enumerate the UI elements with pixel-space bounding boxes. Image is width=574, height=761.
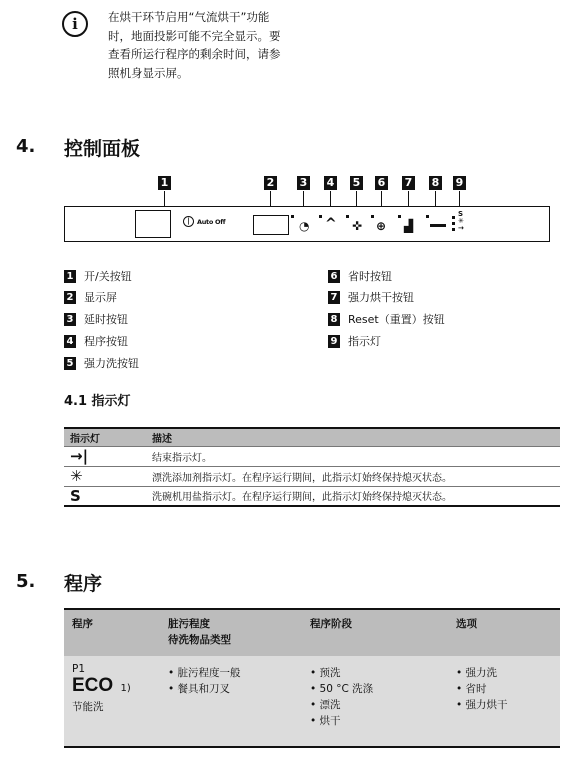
leader-line [303, 191, 304, 207]
note-line: 照机身显示屏。 [108, 65, 189, 80]
salt-icon: S [458, 210, 464, 218]
callout-6: 6 [375, 176, 388, 190]
dry-icon: ▟ [404, 219, 414, 233]
callout-1: 1 [158, 176, 171, 190]
timesave-icon: ⊕ [376, 219, 387, 233]
phases-cell [310, 665, 373, 729]
list-item: • 烘干 [310, 715, 341, 727]
leader-line [459, 191, 460, 207]
power-button[interactable] [135, 210, 171, 238]
subsection-title: 4.1 指示灯 [64, 394, 131, 409]
table-cell: 漂洗添加剂指示灯。在程序运行期间，此指示灯始终保持熄灭状态。 [152, 472, 452, 484]
table-row [64, 466, 560, 486]
legend-text: 省时按钮 [348, 270, 392, 283]
button-led [371, 215, 374, 218]
legend-number: 5 [64, 357, 76, 370]
legend-number: 3 [64, 313, 76, 326]
leader-line [330, 191, 331, 207]
legend-text: 指示灯 [348, 335, 381, 348]
table-header: 指示灯 [70, 433, 100, 445]
auto-off [183, 216, 225, 227]
indicator-led [452, 222, 455, 225]
legend-number: 6 [328, 270, 340, 283]
program-table [64, 608, 560, 748]
indicator-led [452, 228, 455, 231]
list-item: • 脏污程度一般 [168, 667, 241, 679]
delay-button[interactable] [299, 220, 309, 232]
legend-item [64, 313, 128, 326]
button-led [426, 215, 429, 218]
callout-3: 3 [297, 176, 310, 190]
leader-line [356, 191, 357, 207]
rinse-aid-icon: ✳ [70, 467, 83, 485]
list-item: • 强力洗 [456, 667, 498, 679]
end-indicator-icon: → [458, 224, 464, 232]
display-screen [253, 215, 289, 235]
header-options: 选项 [456, 618, 477, 630]
header-soil-line: 脏污程度 [168, 618, 210, 630]
note-line: 时，地面投影可能不完全显示。要 [108, 28, 281, 43]
legend-item [328, 291, 414, 304]
header-program: 程序 [72, 618, 93, 630]
header-phases: 程序阶段 [310, 618, 352, 630]
note-line: 在烘干环节启用“气流烘干”功能 [108, 10, 270, 24]
clock-icon: ◔ [299, 219, 310, 233]
table-row [64, 446, 560, 466]
legend-text: 延时按钮 [84, 313, 128, 326]
program-footnote: 1) [120, 683, 131, 694]
caret-up-icon: ^ [325, 216, 337, 232]
table-cell: 结束指示灯。 [152, 452, 212, 464]
button-led [319, 215, 322, 218]
callout-4: 4 [324, 176, 337, 190]
table-header-row [64, 428, 560, 446]
table-row [64, 486, 560, 506]
rinse-aid-icon: ✳ [458, 217, 464, 225]
indicator-symbols [458, 211, 464, 232]
legend-text: 强力洗按钮 [84, 357, 139, 370]
list-item: • 漂洗 [310, 699, 341, 711]
auto-off-label: Auto Off [197, 217, 226, 226]
legend-item [64, 335, 128, 348]
list-item: • 省时 [456, 683, 487, 695]
list-item: • 预洗 [310, 667, 341, 679]
legend-item [64, 270, 132, 283]
callout-8: 8 [429, 176, 442, 190]
legend-text: 强力烘干按钮 [348, 291, 414, 304]
list-item: • 50 °C 洗涤 [310, 683, 374, 695]
button-led [346, 215, 349, 218]
indicator-table [64, 427, 560, 507]
leader-line [435, 191, 436, 207]
header-soil [168, 616, 231, 648]
program-table-header [64, 610, 560, 656]
legend-text: 显示屏 [84, 291, 117, 304]
note-text [108, 8, 328, 82]
legend-number: 7 [328, 291, 340, 304]
section-4-title: 控制面板 [64, 138, 141, 160]
list-item: • 餐具和刀叉 [168, 683, 231, 695]
list-item: • 强力烘干 [456, 699, 508, 711]
time-save-button[interactable] [376, 220, 386, 232]
table-header: 描述 [152, 433, 172, 445]
legend-text: 开/关按钮 [84, 270, 132, 283]
legend-item [64, 357, 139, 370]
legend-item [328, 313, 445, 326]
power-icon: | [183, 216, 194, 227]
end-indicator-icon: →| [70, 447, 89, 465]
info-icon: i [62, 11, 88, 37]
leader-line [164, 191, 165, 207]
program-desc: 节能洗 [72, 701, 104, 713]
legend-number: 2 [64, 291, 76, 304]
note-line: 查看所运行程序的剩余时间，请参 [108, 47, 281, 61]
table-cell: 洗碗机用盐指示灯。在程序运行期间，此指示灯始终保持熄灭状态。 [152, 492, 452, 504]
legend-text: 程序按钮 [84, 335, 128, 348]
legend-number: 9 [328, 335, 340, 348]
legend-text: Reset（重置）按钮 [348, 313, 445, 326]
options-cell [456, 665, 508, 713]
legend-item [328, 335, 381, 348]
legend-item [64, 291, 117, 304]
intensive-button[interactable] [352, 220, 362, 232]
program-name: ECO [72, 675, 114, 696]
button-led [291, 215, 294, 218]
indicator-led [452, 216, 455, 219]
legend-number: 8 [328, 313, 340, 326]
button-led [398, 215, 401, 218]
program-cell [72, 662, 131, 715]
section-5-number: 5. [16, 571, 36, 592]
legend-item [328, 270, 392, 283]
program-row [64, 656, 560, 746]
reset-button[interactable] [430, 224, 446, 227]
callout-9: 9 [453, 176, 466, 190]
section-4-number: 4. [16, 136, 36, 157]
program-name-line [72, 676, 131, 699]
callout-5: 5 [350, 176, 363, 190]
callout-7: 7 [402, 176, 415, 190]
control-panel-illustration [64, 206, 550, 242]
legend-number: 1 [64, 270, 76, 283]
program-button[interactable] [325, 218, 337, 230]
legend-number: 4 [64, 335, 76, 348]
salt-icon: S [70, 486, 81, 505]
header-soil-line: 待洗物品类型 [168, 634, 231, 646]
extra-dry-button[interactable] [404, 220, 413, 232]
leader-line [270, 191, 271, 207]
program-code: P1 [72, 663, 86, 675]
spray-icon: ✜ [352, 219, 363, 233]
section-5-title: 程序 [64, 573, 103, 595]
soil-cell [168, 665, 241, 697]
leader-line [408, 191, 409, 207]
callout-2: 2 [264, 176, 277, 190]
leader-line [381, 191, 382, 207]
